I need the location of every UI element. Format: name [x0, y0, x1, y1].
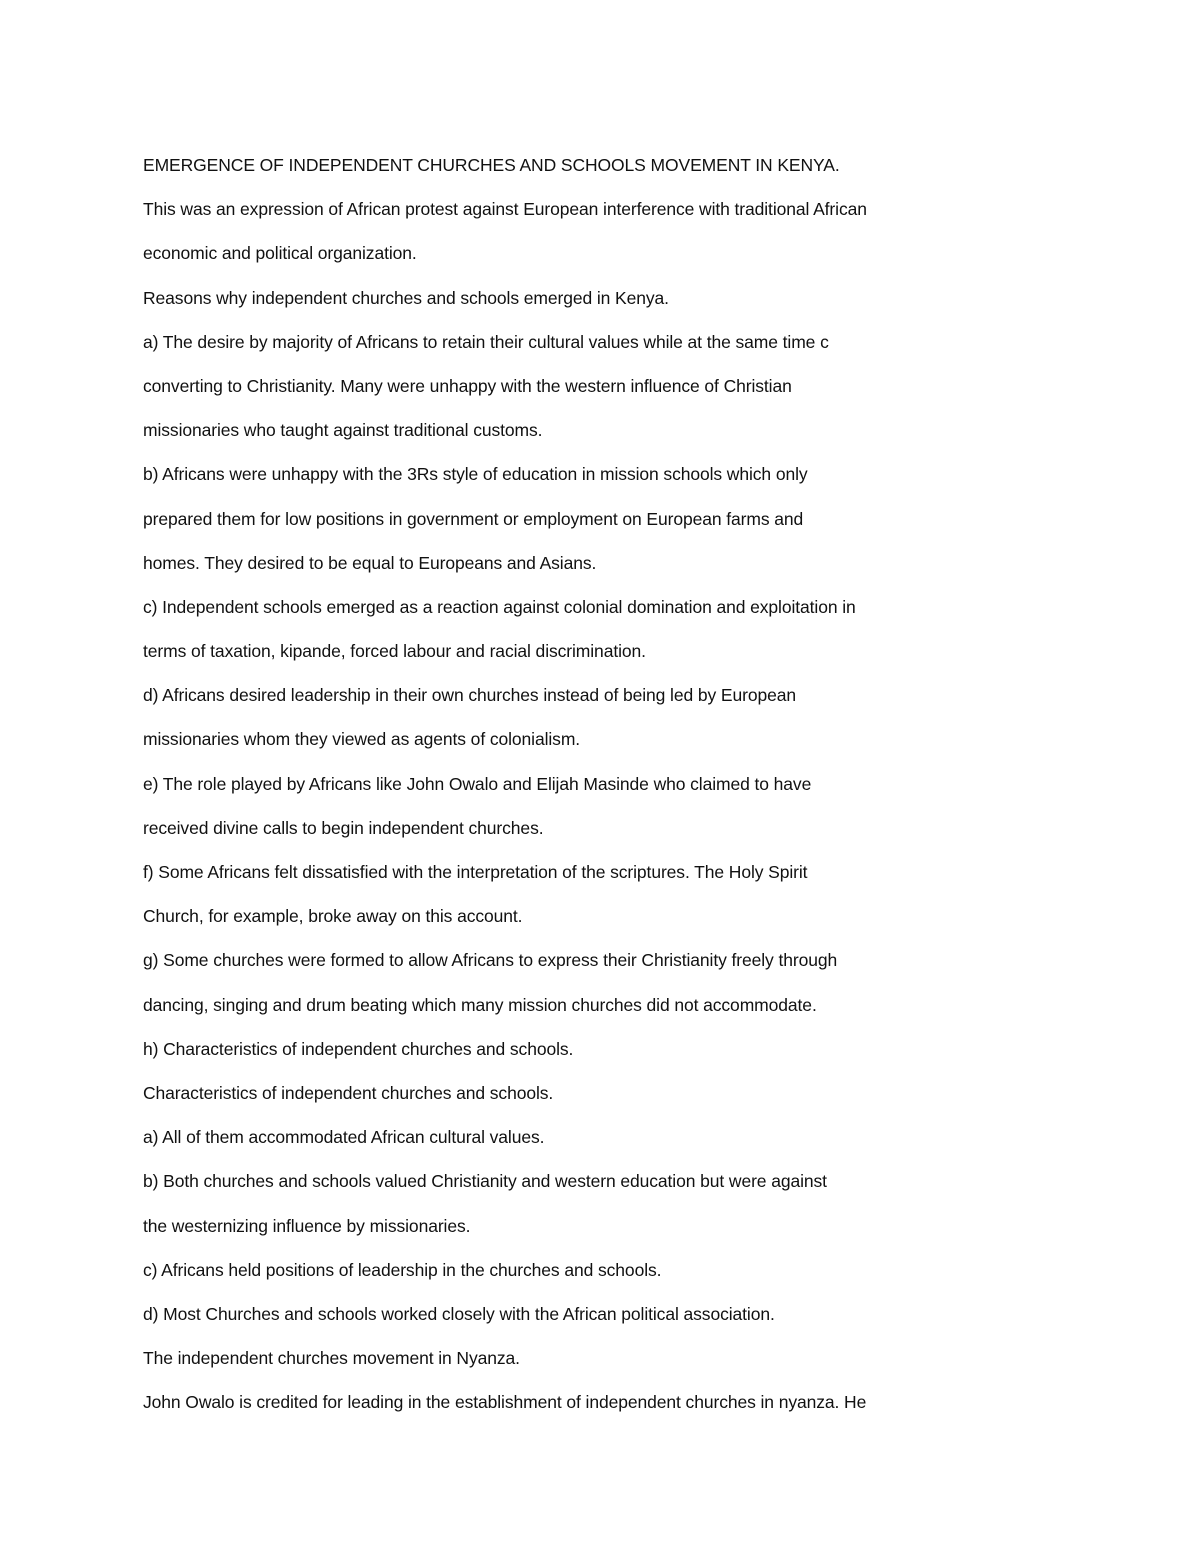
text-line: h) Characteristics of independent churches and schools.	[143, 1038, 574, 1059]
text-line: b) Both churches and schools valued Christianity and western education but were against	[143, 1171, 827, 1192]
text-line: prepared them for low positions in government or employment on European farms and	[143, 508, 804, 529]
text-line: terms of taxation, kipande, forced labour and racial discrimination.	[143, 641, 646, 662]
text-line: f) Some Africans felt dissatisfied with the interpretation of the scriptures. The Holy Spirit	[143, 862, 808, 882]
text-line: a) All of them accommodated African cultural values.	[143, 1127, 545, 1148]
text-line: homes. They desired to be equal to Europeans and Asians.	[143, 552, 597, 573]
text-line: missionaries whom they viewed as agents of colonialism.	[143, 729, 581, 750]
section-heading: Characteristics of independent churches and schools.	[143, 1082, 554, 1103]
text-line: dancing, singing and drum beating which many mission churches did not accommodate.	[143, 994, 817, 1015]
text-line: c) Africans held positions of leadership in the churches and schools.	[143, 1259, 662, 1280]
text-line: e) The role played by Africans like John Owalo and Elijah Masinde who claimed to have	[143, 773, 812, 794]
text-line: b) Africans were unhappy with the 3Rs style of education in mission schools which only	[143, 464, 808, 485]
text-line: John Owalo is credited for leading in the establishment of independent churches in nyanza. He	[143, 1392, 867, 1413]
text-line: g) Some churches were formed to allow Africans to express their Christianity freely through	[143, 950, 838, 971]
text-line: received divine calls to begin independent churches.	[143, 817, 544, 838]
text-line: d) Most Churches and schools worked closely with the African political association.	[143, 1303, 775, 1324]
text-line: Church, for example, broke away on this account.	[143, 906, 523, 927]
document-body	[143, 143, 1143, 1424]
text-line: the westernizing influence by missionaries.	[143, 1215, 471, 1236]
text-line: missionaries who taught against traditional customs.	[143, 420, 543, 441]
section-heading: Reasons why independent churches and schools emerged in Kenya.	[143, 287, 669, 308]
section-heading: The independent churches movement in Nyanza.	[143, 1348, 520, 1369]
text-line: d) Africans desired leadership in their own churches instead of being led by European	[143, 685, 797, 706]
text-line: converting to Christianity. Many were unhappy with the western influence of Christian	[143, 375, 792, 396]
text-line: economic and political organization.	[143, 243, 417, 264]
text-line: a) The desire by majority of Africans to retain their cultural values while at the same time c	[143, 331, 829, 352]
text-line: This was an expression of African protest against European interference with traditional African	[143, 199, 867, 220]
text-line: c) Independent schools emerged as a reaction against colonial domination and exploitation in	[143, 596, 856, 617]
document-heading: EMERGENCE OF INDEPENDENT CHURCHES AND SCHOOLS MOVEMENT IN KENYA.	[143, 155, 840, 175]
